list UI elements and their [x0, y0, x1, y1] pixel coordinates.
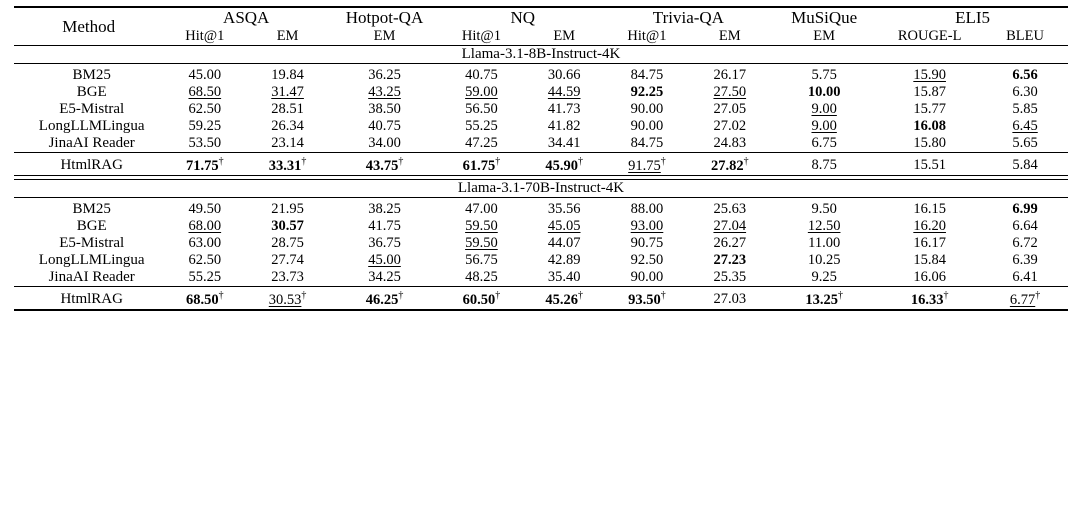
- cell-9: 6.64: [1012, 217, 1038, 234]
- cell-2: 43.25: [368, 84, 401, 100]
- section-title: Llama-3.1-8B-Instruct-4K: [14, 46, 1068, 64]
- cell-3: 56.50: [465, 101, 498, 117]
- cell-7: 10.00: [807, 84, 841, 100]
- row-method-label: LongLLMLingua: [38, 118, 145, 134]
- header-metric-1: EM: [276, 28, 299, 44]
- cell-9: 6.41: [1012, 268, 1038, 285]
- cell-7: 9.00: [811, 101, 837, 117]
- cell-1: 27.74: [271, 251, 304, 268]
- header-metric-9: BLEU: [1006, 28, 1044, 44]
- table-header-row-metrics: [14, 28, 1068, 46]
- cell-6: 26.17: [713, 67, 747, 83]
- cell-9: 6.99: [1012, 200, 1038, 217]
- cell-5: 90.00: [630, 118, 664, 134]
- cell-2: 38.50: [368, 101, 401, 117]
- cell-4: 45.05: [547, 217, 581, 234]
- row-method-label: E5-Mistral: [59, 234, 125, 251]
- cell-6: 26.27: [713, 234, 747, 251]
- header-metric-5: Hit@1: [627, 28, 667, 44]
- cell-2: 38.25: [368, 200, 401, 217]
- cell-5: 84.75: [630, 135, 664, 151]
- cell-7: 6.75: [811, 135, 837, 151]
- cell-2: 34.00: [368, 135, 401, 151]
- cell-0: 55.25: [188, 268, 222, 285]
- cell-4: 42.89: [547, 251, 581, 268]
- cell-3: 61.75†: [462, 156, 501, 174]
- cell-7: 9.00: [811, 118, 837, 134]
- cell-9: 6.72: [1012, 234, 1038, 251]
- cell-4: 34.41: [547, 135, 581, 151]
- cell-1: 33.31†: [268, 156, 307, 174]
- rule: [14, 310, 1068, 314]
- row-method-label: JinaAI Reader: [48, 135, 135, 151]
- header-metric-7: EM: [813, 28, 836, 44]
- cell-3: 56.75: [465, 251, 498, 268]
- cell-0: 59.25: [188, 118, 222, 134]
- cell-3: 60.50†: [462, 289, 501, 308]
- cell-4: 35.40: [547, 268, 581, 285]
- table-header-row-groups: [14, 7, 1068, 28]
- cell-9: 6.56: [1012, 67, 1038, 83]
- cell-6: 27.04: [713, 217, 747, 234]
- table-row: [14, 269, 1068, 287]
- header-metric-4: EM: [553, 28, 576, 44]
- cell-2: 36.75: [368, 234, 401, 251]
- cell-5: 90.00: [630, 268, 664, 285]
- cell-3: 59.00: [465, 84, 498, 100]
- cell-7: 13.25†: [805, 289, 843, 308]
- cell-2: 41.75: [368, 217, 401, 234]
- table-row: [14, 201, 1068, 218]
- cell-6: 25.35: [713, 268, 747, 285]
- cell-5: 88.00: [630, 200, 664, 217]
- cell-4: 44.59: [547, 84, 581, 100]
- header-method: Method: [14, 7, 163, 46]
- row-method-label: HtmlRAG: [60, 290, 123, 307]
- cell-8: 16.33†: [910, 289, 949, 308]
- table-row: [14, 118, 1068, 135]
- row-method-label: BGE: [76, 217, 107, 234]
- section-title: Llama-3.1-70B-Instruct-4K: [14, 179, 1068, 197]
- cell-5: 90.75: [630, 234, 664, 251]
- cell-7: 9.50: [811, 200, 837, 217]
- table-row: [14, 67, 1068, 84]
- results-table-body: [14, 7, 1068, 314]
- cell-8: 16.17: [913, 234, 946, 251]
- cell-4: 45.90†: [545, 156, 584, 174]
- cell-1: 19.84: [271, 67, 304, 83]
- cell-9: 5.65: [1012, 135, 1038, 151]
- cell-5: 93.50†: [628, 289, 666, 308]
- cell-6: 27.05: [713, 101, 747, 117]
- cell-5: 91.75†: [628, 156, 666, 174]
- table-row: [14, 135, 1068, 153]
- header-group-asqa: ASQA: [163, 7, 329, 28]
- results-table: [14, 6, 1068, 314]
- cell-6: 24.83: [713, 135, 747, 151]
- cell-5: 92.50: [630, 251, 664, 268]
- cell-6: 27.03: [713, 290, 747, 307]
- cell-1: 23.14: [271, 135, 304, 151]
- row-method-label: BM25: [72, 200, 111, 217]
- cell-8: 15.90: [913, 67, 946, 83]
- header-metric-6: EM: [718, 28, 741, 44]
- row-method-label: BM25: [72, 67, 111, 83]
- cell-8: 16.06: [913, 268, 946, 285]
- table-row: [14, 235, 1068, 252]
- section-title-row: [14, 179, 1068, 197]
- cell-3: 40.75: [465, 67, 498, 83]
- cell-0: 68.00: [188, 217, 222, 234]
- cell-0: 49.50: [188, 200, 222, 217]
- table-row-highlight: [14, 290, 1068, 310]
- cell-9: 6.77†: [1009, 289, 1041, 308]
- cell-7: 8.75: [811, 156, 837, 173]
- header-group-hotpot-qa: Hotpot-QA: [329, 7, 440, 28]
- header-metric-8: ROUGE-L: [897, 28, 962, 44]
- cell-3: 55.25: [465, 118, 498, 134]
- cell-2: 36.25: [368, 67, 401, 83]
- cell-0: 62.50: [188, 251, 222, 268]
- cell-4: 41.73: [547, 101, 581, 117]
- row-method-label: BGE: [76, 84, 107, 100]
- cell-9: 6.39: [1012, 251, 1038, 268]
- row-method-label: E5-Mistral: [59, 101, 125, 117]
- cell-8: 15.80: [913, 135, 946, 151]
- row-method-label: JinaAI Reader: [48, 268, 135, 285]
- cell-6: 25.63: [713, 200, 747, 217]
- cell-6: 27.23: [713, 251, 747, 268]
- header-metric-0: Hit@1: [185, 28, 225, 44]
- row-method-label: HtmlRAG: [60, 156, 123, 173]
- cell-6: 27.50: [713, 84, 747, 100]
- header-group-nq: NQ: [440, 7, 606, 28]
- cell-1: 26.34: [271, 118, 304, 134]
- header-group-musique: MuSiQue: [771, 7, 877, 28]
- cell-2: 46.25†: [365, 289, 404, 308]
- cell-2: 45.00: [368, 251, 401, 268]
- cell-5: 92.25: [630, 84, 664, 100]
- cell-0: 62.50: [188, 101, 222, 117]
- section-title-row: [14, 46, 1068, 64]
- cell-7: 9.25: [811, 268, 837, 285]
- cell-6: 27.02: [713, 118, 747, 134]
- cell-5: 93.00: [630, 217, 664, 234]
- cell-4: 44.07: [547, 234, 581, 251]
- cell-3: 47.00: [465, 200, 498, 217]
- table-row: [14, 218, 1068, 235]
- cell-8: 15.87: [913, 84, 946, 100]
- cell-2: 34.25: [368, 268, 401, 285]
- cell-5: 90.00: [630, 101, 664, 117]
- cell-9: 6.30: [1012, 84, 1038, 100]
- cell-1: 30.57: [271, 217, 304, 234]
- cell-1: 23.73: [271, 268, 304, 285]
- cell-5: 84.75: [630, 67, 664, 83]
- cell-7: 5.75: [811, 67, 837, 83]
- cell-8: 15.51: [913, 156, 946, 173]
- cell-0: 68.50: [188, 84, 222, 100]
- cell-4: 35.56: [547, 200, 581, 217]
- cell-0: 68.50†: [185, 289, 224, 308]
- cell-9: 5.84: [1012, 156, 1038, 173]
- cell-8: 16.15: [913, 200, 946, 217]
- cell-9: 6.45: [1012, 118, 1038, 134]
- cell-0: 53.50: [188, 135, 222, 151]
- header-metric-3: Hit@1: [461, 28, 501, 44]
- cell-4: 30.66: [547, 67, 581, 83]
- cell-3: 59.50: [465, 217, 498, 234]
- table-row: [14, 252, 1068, 269]
- header-metric-2: EM: [373, 28, 396, 44]
- cell-3: 59.50: [465, 234, 498, 251]
- cell-1: 28.75: [271, 234, 304, 251]
- cell-8: 16.20: [913, 217, 946, 234]
- cell-8: 15.77: [913, 101, 946, 117]
- cell-1: 21.95: [271, 200, 304, 217]
- cell-1: 28.51: [271, 101, 304, 117]
- cell-4: 45.26†: [545, 289, 584, 308]
- cell-2: 43.75†: [365, 156, 404, 174]
- cell-3: 48.25: [465, 268, 498, 285]
- table-row-highlight: [14, 156, 1068, 175]
- cell-9: 5.85: [1012, 101, 1038, 117]
- cell-2: 40.75: [368, 118, 401, 134]
- cell-4: 41.82: [547, 118, 581, 134]
- cell-7: 10.25: [807, 251, 841, 268]
- header-group-eli5: ELI5: [877, 7, 1068, 28]
- table-row: [14, 84, 1068, 101]
- cell-0: 71.75†: [185, 156, 224, 174]
- cell-7: 11.00: [808, 234, 841, 251]
- cell-3: 47.25: [465, 135, 498, 151]
- row-method-label: LongLLMLingua: [38, 251, 145, 268]
- cell-8: 16.08: [913, 118, 946, 134]
- cell-7: 12.50: [807, 217, 841, 234]
- cell-1: 31.47: [271, 84, 304, 100]
- cell-6: 27.82†: [710, 156, 749, 174]
- header-group-trivia-qa: Trivia-QA: [606, 7, 772, 28]
- cell-1: 30.53†: [268, 289, 307, 308]
- table-row: [14, 101, 1068, 118]
- cell-0: 45.00: [188, 67, 222, 83]
- cell-8: 15.84: [913, 251, 946, 268]
- cell-0: 63.00: [188, 234, 222, 251]
